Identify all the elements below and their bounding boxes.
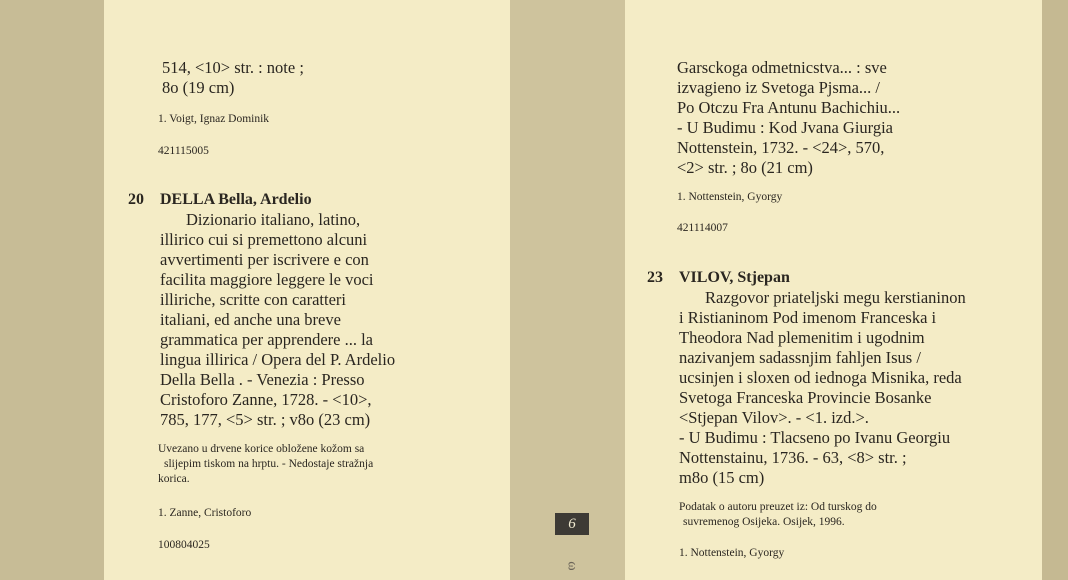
text-line: Svetoga Franceska Provincie Bosanke	[679, 388, 932, 407]
text-line: Nottenstein, 1732. - <24>, 570,	[677, 138, 885, 157]
text-line: 785, 177, <5> str. ; v8o (23 cm)	[160, 410, 371, 429]
text-line: Della Bella . - Venezia : Presso	[160, 370, 365, 389]
note-line: slijepim tiskom na hrptu. - Nedostaje stražnja	[164, 458, 374, 470]
entry-20-note	[158, 442, 488, 487]
left-continuation-text	[162, 58, 304, 98]
entry-23-number: 23	[647, 269, 663, 286]
entry-23-author: VILOV, Stjepan	[679, 269, 790, 286]
entry-20-description	[160, 210, 490, 430]
text-line: Razgovor priateljski megu kerstianinon	[705, 288, 966, 307]
text-line: m8o (15 cm)	[679, 468, 765, 487]
right-continuation-subject: 1. Nottenstein, Gyorgy	[677, 191, 783, 203]
page-number-badge: 6	[555, 513, 589, 535]
text-line: 8o (19 cm)	[162, 78, 235, 97]
text-line: izvagieno iz Svetoga Pjsma... /	[677, 78, 881, 97]
text-line: illiriche, scritte con caratteri	[160, 290, 346, 309]
note-line: Uvezano u drvene korice obložene kožom sa	[158, 443, 365, 455]
text-line: Garsckoga odmetnicstva... : sve	[677, 58, 887, 77]
text-line: i Ristianinom Pod imenom Franceska i	[679, 308, 937, 327]
text-line: <2> str. ; 8o (21 cm)	[677, 158, 813, 177]
entry-23-subject: 1. Nottenstein, Gyorgy	[679, 547, 785, 559]
text-line: Theodora Nad plemenitim i ugodnim	[679, 328, 925, 347]
spine-glyph: ω	[564, 561, 580, 571]
note-line: Podatak o autoru preuzet iz: Od turskog do	[679, 501, 877, 513]
text-line: Cristoforo Zanne, 1728. - <10>,	[160, 390, 372, 409]
right-continuation-text	[677, 58, 1022, 178]
text-line: 514, <10> str. : note ;	[162, 58, 304, 77]
entry-20-author: DELLA Bella, Ardelio	[160, 191, 312, 208]
text-line: lingua illirica / Opera del P. Ardelio	[160, 350, 396, 369]
scan-right-margin	[1042, 0, 1068, 580]
entry-20-subject: 1. Zanne, Cristoforo	[158, 507, 252, 519]
text-line: italiani, ed anche una breve	[160, 310, 341, 329]
entry-20-number: 20	[128, 191, 144, 208]
entry-23-note	[679, 500, 1024, 530]
left-continuation-record-id: 421115005	[158, 145, 209, 157]
text-line: Nottenstainu, 1736. - 63, <8> str. ;	[679, 448, 907, 467]
left-continuation-subject: 1. Voigt, Ignaz Dominik	[158, 113, 270, 125]
text-line: Po Otczu Fra Antunu Bachichiu...	[677, 98, 901, 117]
scan-left-margin	[0, 0, 104, 580]
entry-23-description	[679, 288, 1024, 488]
text-line: - U Budimu : Tlacseno po Ivanu Georgiu	[679, 428, 951, 447]
text-line: nazivanjem sadassnjim fahljen Isus /	[679, 348, 921, 367]
text-line: illirico cui si premettono alcuni	[160, 230, 368, 249]
book-gutter	[510, 0, 625, 580]
entry-20-record-id: 100804025	[158, 539, 210, 551]
text-line: grammatica per apprendere ... la	[160, 330, 374, 349]
text-line: <Stjepan Vilov>. - <1. izd.>.	[679, 408, 869, 427]
text-line: avvertimenti per iscrivere e con	[160, 250, 369, 269]
text-line: Dizionario italiano, latino,	[186, 210, 361, 229]
right-continuation-record-id: 421114007	[677, 222, 728, 234]
text-line: ucsinjen i sloxen od iednoga Misnika, reda	[679, 368, 962, 387]
text-line: facilita maggiore leggere le voci	[160, 270, 374, 289]
note-line: korica.	[158, 473, 190, 485]
text-line: - U Budimu : Kod Jvana Giurgia	[677, 118, 894, 137]
note-line: suvremenog Osijeka. Osijek, 1996.	[683, 516, 845, 528]
